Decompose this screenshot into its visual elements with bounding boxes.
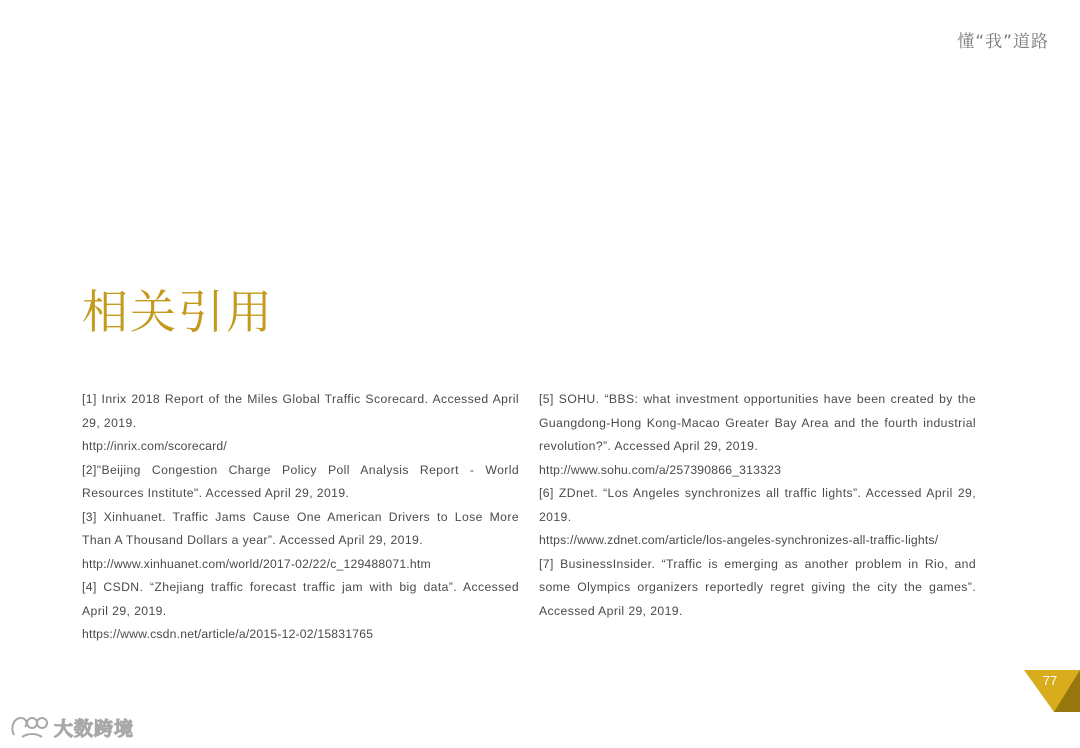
reference-6-url[interactable]: https://www.zdnet.com/article/los-angeles-synchronizes-all-traffic-lights/: [539, 533, 939, 547]
page-badge: [1024, 670, 1080, 712]
reference-4: [4] CSDN. “Zhejiang traffic forecast traffic jam with big data”. Accessed April 29, 2019.: [82, 580, 519, 618]
reference-6: [6] ZDnet. “Los Angeles synchronizes all traffic lights”. Accessed April 29, 2019.: [539, 486, 976, 524]
watermark-text: 大数跨境: [54, 717, 135, 740]
reference-7: [7] BusinessInsider. “Traffic is emerging as another problem in Rio, and some Olympics organizers reportedly regret giving the city the games”. Accessed April 29, 2019.: [539, 556, 976, 618]
reference-3: [3] Xinhuanet. Traffic Jams Cause One American Drivers to Lose More Than A Thousand Dollars a year”. Accessed April 29, 2019.: [82, 509, 519, 547]
reference-1: [1] Inrix 2018 Report of the Miles Global Traffic Scorecard. Accessed April 29, 2019.: [82, 392, 519, 430]
reference-3-url[interactable]: http://www.xinhuanet.com/world/2017-02/22/c_129488071.htm: [82, 556, 431, 571]
reference-5: [5] SOHU. “BBS: what investment opportunities have been created by the Guangdong-Hong Kong-Macao Greater Bay Area and the fourth industrial revolution?”. Accessed April 29, 2019.: [539, 392, 976, 453]
page-number: 77: [1042, 673, 1058, 688]
watermark: [8, 712, 134, 742]
header-title: 懂“我”道路: [957, 32, 1049, 52]
references-right-column: [539, 388, 976, 623]
reference-5-url[interactable]: http://www.sohu.com/a/257390866_313323: [539, 462, 782, 477]
reference-4-url[interactable]: https://www.csdn.net/article/a/2015-12-02/15831765: [82, 627, 374, 641]
watermark-logo-icon: [8, 713, 50, 741]
section-title: 相关引用: [82, 285, 274, 339]
reference-1-url[interactable]: http://inrix.com/scorecard/: [82, 439, 227, 453]
references-left-column: [82, 388, 519, 647]
reference-2: [2]"Beijing Congestion Charge Policy Poll Analysis Report - World Resources Institute". Accessed April 29, 2019.: [82, 462, 519, 500]
